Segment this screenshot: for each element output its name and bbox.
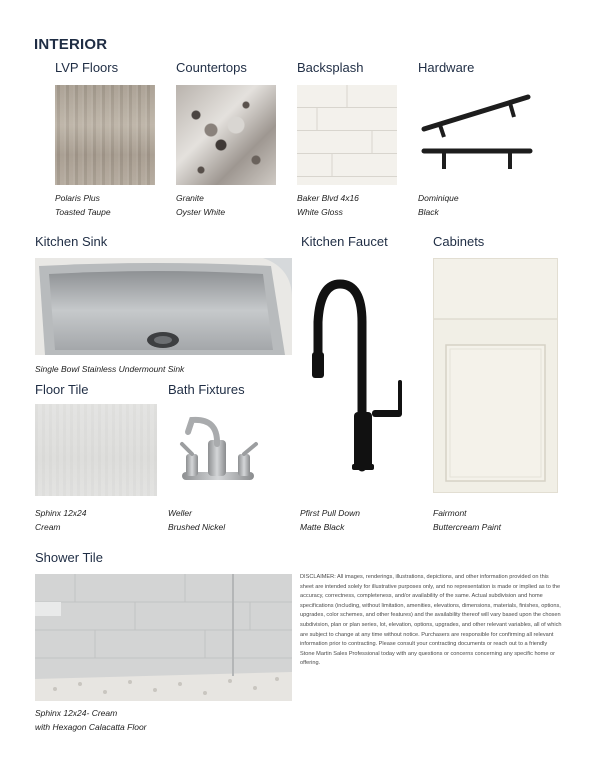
shower-tile-swatch [35,574,292,701]
hardware-caption-line2: Black [418,207,439,217]
cabinets-caption-line2: Buttercream Paint [433,522,502,532]
cabinets-heading: Cabinets [433,234,485,249]
backsplash-swatch [297,85,397,185]
kitchen-sink-heading: Kitchen Sink [35,234,108,249]
countertops-caption-line1: Granite [176,193,204,203]
countertops-heading: Countertops [176,60,247,75]
backsplash-heading: Backsplash [297,60,364,75]
lvp-floors-caption-line1: Polaris Plus [55,193,100,203]
kitchen-sink-caption [35,362,184,376]
countertops-swatch [176,85,276,185]
kitchen-sink-swatch [35,258,292,355]
lvp-floors-heading: LVP Floors [55,60,119,75]
page-title: INTERIOR [34,36,108,53]
kitchen-faucet-caption [300,506,360,534]
bath-fixtures-caption-line2: Brushed Nickel [168,522,226,532]
countertops-caption-line2: Oyster White [176,207,226,217]
shower-tile-caption-line2: with Hexagon Calacatta Floor [35,722,147,732]
backsplash-caption-line2: White Gloss [297,207,343,217]
kitchen-faucet-caption-line1: Pfirst Pull Down [300,508,360,518]
floor-tile-swatch [35,404,157,496]
countertops-caption [176,191,225,219]
shower-tile-caption [35,706,147,734]
bath-faucet-icon [168,404,268,496]
floor-tile-caption-line2: Cream [35,522,61,532]
hardware-heading: Hardware [418,60,475,75]
hardware-caption [418,191,459,219]
bath-fixtures-caption-line1: Weller [168,508,192,518]
sink-basin-icon [35,258,292,355]
disclaimer-text: DISCLAIMER: All images, renderings, illustrations, depictions, and other information provided on this sheet are intended solely for illustrative purposes only, and no representation is made or implied as to the accuracy, correctness, completeness, and/or availability of the same. Actual subdivision and home specifications (including, without limitation, amenities, elevations, dimensions, materials, finishes, options, upgrades, color schemes, and other features) and the availability thereof will vary based upon the chosen subdivision, plan or plan series, lot, elevation, options, upgrades, and other relevant variables, all of which are subject to change at any time without notice. Purchasers are responsible for confirming all relevant information prior to contracting. Please consult your contracting documents or reach out to a friendly Stone Martin Sales Professional today with any questions or concerns concerning any specific home or offering. [300,574,562,667]
backsplash-caption-line1: Baker Blvd 4x16 [297,193,359,203]
cabinets-swatch [433,258,558,493]
lvp-floors-swatch [55,85,155,185]
bath-fixtures-caption [168,506,225,534]
kitchen-sink-caption-line1: Single Bowl Stainless Undermount Sink [35,364,185,374]
lvp-floors-caption [55,191,111,219]
hardware-caption-line1: Dominique [418,193,459,203]
backsplash-tile-lines [297,85,397,185]
backsplash-caption [297,191,359,219]
kitchen-faucet-caption-line2: Matte Black [300,522,345,532]
cabinets-caption-line1: Fairmont [433,508,467,518]
shower-tile-icon [35,574,292,701]
cabinet-pull-icon [418,85,536,185]
shower-tile-caption-line1: Sphinx 12x24- Cream [35,708,118,718]
floor-tile-caption-line1: Sphinx 12x24 [35,508,87,518]
cabinets-caption [433,506,501,534]
bath-fixtures-swatch [168,404,268,496]
cabinet-door-icon [434,259,557,492]
bath-fixtures-heading: Bath Fixtures [168,382,245,397]
hardware-swatch [418,85,536,185]
floor-tile-heading: Floor Tile [35,382,89,397]
shower-tile-heading: Shower Tile [35,550,103,565]
floor-tile-caption [35,506,87,534]
kitchen-faucet-swatch [300,262,418,492]
kitchen-faucet-heading: Kitchen Faucet [301,234,388,249]
lvp-floors-caption-line2: Toasted Taupe [55,207,111,217]
faucet-icon [300,262,418,492]
